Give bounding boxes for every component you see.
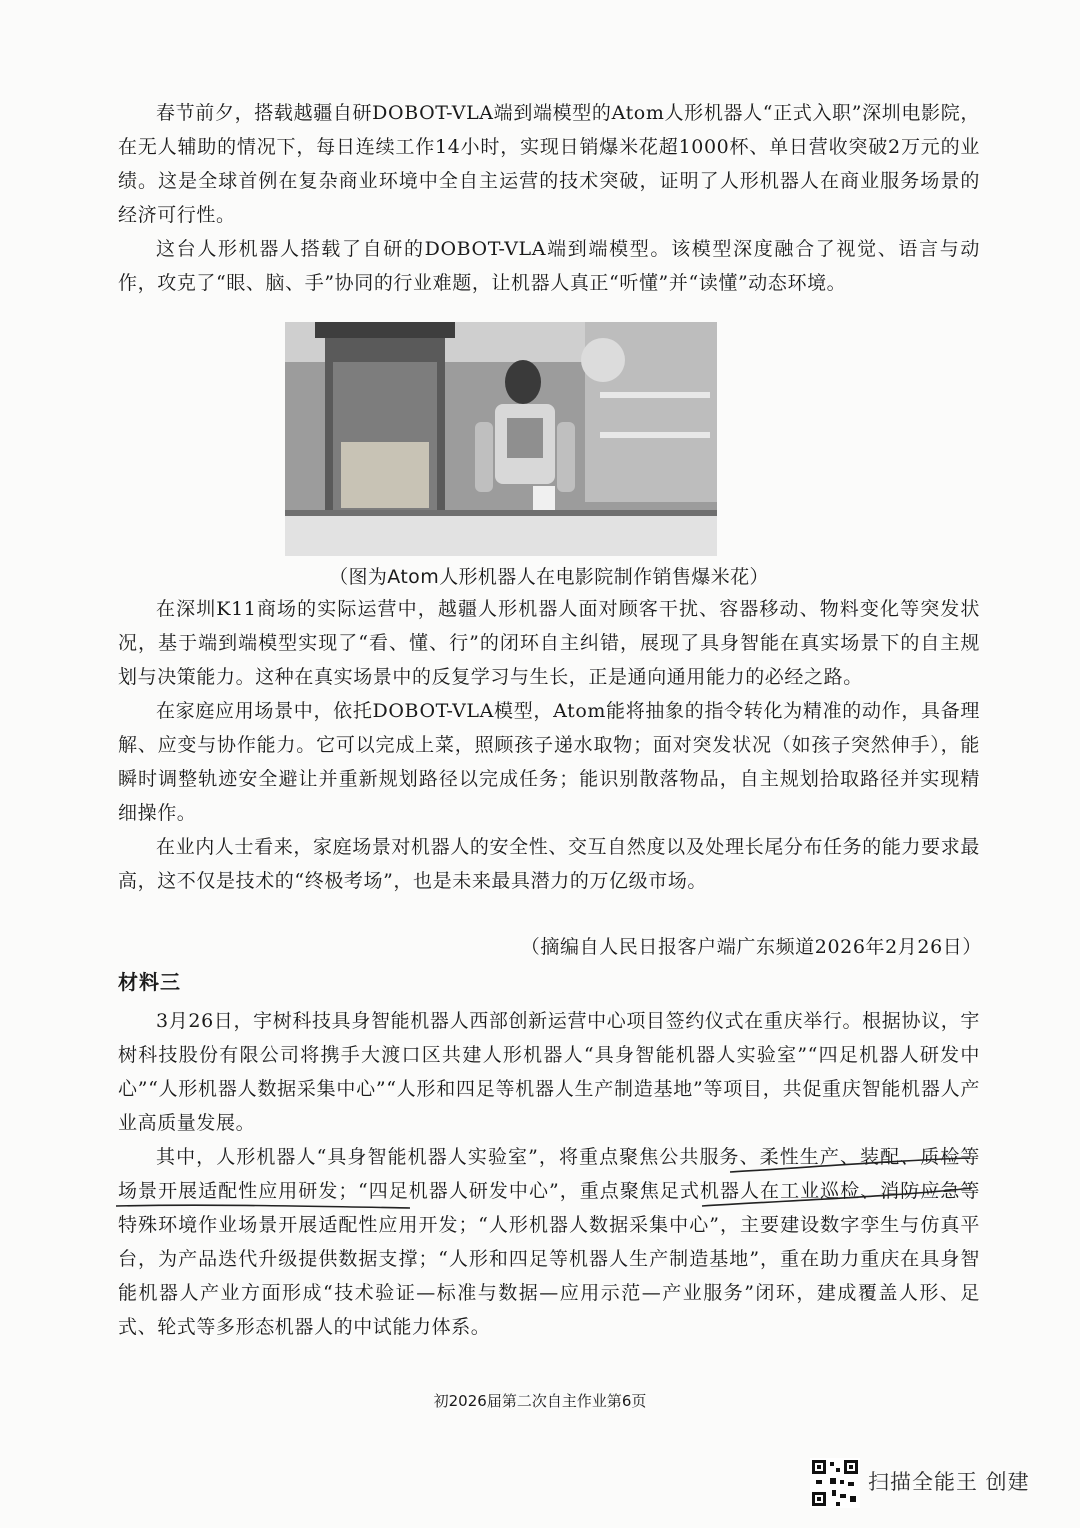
material-3-heading: 材料三	[118, 970, 181, 994]
paragraph-7: 其中，人形机器人“具身智能机器人实验室”，将重点聚焦公共服务、柔性生产、装配、质检等场景开展适配性应用研发；“四足机器人研发中心”，重点聚焦足式机器人在工业巡检、消防应急等特殊环境作业场景开展适配性应用开发；“人形机器人数据采集中心”，主要建设数字孪生与仿真平台，为产品迭代升级提供数据支撑；“人形和四足等机器人生产制造基地”，重在助力重庆在具身智能机器人产业方面形成“技术验证—标准与数据—应用示范—产业服务”闭环，建成覆盖人形、足式、轮式等多形态机器人的中试能力体系。	[118, 1146, 980, 1338]
paragraph-4: 在家庭应用场景中，依托DOBOT-VLA模型，Atom能将抽象的指令转化为精准的动作，具备理解、应变与协作能力。它可以完成上菜，照顾孩子递水取物；面对突发状况（如孩子突然伸手），能瞬时调整轨迹安全避让并重新规划路径以完成任务；能识别散落物品，自主规划拾取路径并实现精细操作。	[118, 700, 980, 824]
article-middle-text	[118, 592, 980, 898]
page-footer: 初2026届第二次自主作业第6页	[433, 1392, 647, 1410]
scanner-watermark: 扫描全能王 创建	[868, 1470, 1030, 1494]
paragraph-1: 春节前夕，搭载越疆自研DOBOT-VLA端到端模型的Atom人形机器人“正式入职”深圳电影院，在无人辅助的情况下，每日连续工作14小时，实现日销爆米花超1000杯、单日营收突破2万元的业绩。这是全球首例在复杂商业环境中全自主运营的技术突破，证明了人形机器人在商业服务场景的经济可行性。	[118, 102, 980, 226]
source-note: （摘编自人民日报客户端广东频道2026年2月26日）	[520, 936, 982, 958]
paragraph-2: 这台人形机器人搭载了自研的DOBOT-VLA端到端模型。该模型深度融合了视觉、语言与动作，攻克了“眼、脑、手”协同的行业难题，让机器人真正“听懂”并“读懂”动态环境。	[118, 238, 980, 294]
paragraph-6: 3月26日，宇树科技具身智能机器人西部创新运营中心项目签约仪式在重庆举行。根据协议，宇树科技股份有限公司将携手大渡口区共建人形机器人“具身智能机器人实验室”“四足机器人研发中心”“人形机器人数据采集中心”“人形和四足等机器人生产制造基地”等项目，共促重庆智能机器人产业高质量发展。	[118, 1010, 980, 1134]
robot-photo	[285, 322, 717, 556]
article-top-text	[118, 96, 980, 300]
figure-caption: （图为Atom人形机器人在电影院制作销售爆米花）	[329, 566, 769, 588]
paragraph-3: 在深圳K11商场的实际运营中，越疆人形机器人面对顾客干扰、容器移动、物料变化等突发状况，基于端到端模型实现了“看、懂、行”的闭环自主纠错，展现了具身智能在真实场景下的自主规划与决策能力。这种在真实场景中的反复学习与生长，正是通向通用能力的必经之路。	[118, 598, 980, 688]
qr-code-icon	[810, 1458, 860, 1508]
material-3-text	[118, 1004, 980, 1344]
paragraph-5: 在业内人士看来，家庭场景对机器人的安全性、交互自然度以及处理长尾分布任务的能力要求最高，这不仅是技术的“终极考场”，也是未来最具潜力的万亿级市场。	[118, 836, 980, 892]
robot-photo-illustration	[285, 322, 717, 556]
